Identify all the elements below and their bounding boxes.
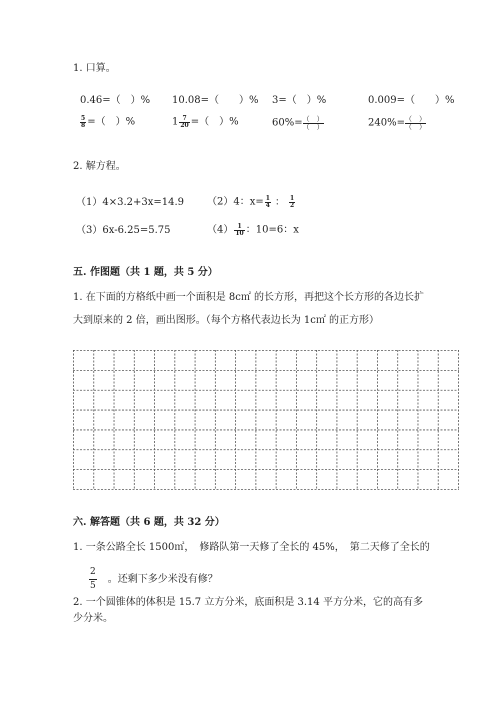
calc-item: 0.46=（ ）% [80,95,151,106]
calc-item: 3=（ ）% [272,95,327,106]
grid-paper[interactable] [73,350,459,490]
question-text: 2. 一个圆锥体的体积是 15.7 立方分米，底面积是 3.14 平方分米，它的高有多 [73,597,423,608]
calc-item: $\frac{5}{8}$ =（ ）% [81,115,136,129]
section6-heading: 六. 解答题（共 6 题，共 32 分） [73,517,225,528]
section1-title: 1. 口算。 [73,63,116,74]
section2-title: 2. 解方程。 [73,161,126,172]
question-text: 1. 在下面的方格纸中画一个面积是 8c㎡ 的长方形，再把这个长方形的各边长扩 [73,292,425,303]
fraction: $\frac{( )}{( )}$ [404,115,426,131]
calc-item: 0.009=（ ）% [368,95,455,106]
fraction: $\frac{2}{5}$ [90,567,96,591]
equation: （3）6x-6.25=5.75 [76,225,171,236]
fraction: $\frac{( )}{( )}$ [302,115,324,131]
calc-item: 10.08=（ ）% [172,95,259,106]
fraction: $\frac{1}{10}$ [235,223,244,237]
fraction: $\frac{5}{8}$ [81,115,86,129]
calc-item: 1 $\frac{7}{20}$ =（ ）% [172,115,239,129]
fraction: $\frac{7}{20}$ [180,115,189,129]
question-text: 大到原来的 2 倍，画出图形。（每个方格代表边长为 1c㎡ 的正方形） [73,315,380,326]
question-text: 少分米。 [73,613,113,624]
question-text: $\frac{2}{5}$ 。还剩下多少米没有修？ [90,567,218,591]
equation: （2）4：x= $\frac{1}{4}$ ： $\frac{1}{2}$ [207,195,295,209]
fraction: $\frac{1}{4}$ [265,195,270,209]
equation: （1）4×3.2+3x=14.9 [76,197,185,208]
fraction: $\frac{1}{2}$ [289,195,295,209]
question-text: 1. 一条公路全长 1500㎡， 修路队第一天修了全长的 45%， 第二天修了全长的 [73,542,430,553]
calc-item: $60\%=\frac{( )}{( )}$ [272,115,324,131]
equation: （4） $\frac{1}{10}$ ：10=6：x [207,223,299,237]
section5-heading: 五. 作图题（共 1 题，共 5 分） [73,267,218,278]
calc-item: $240\%=\frac{( )}{( )}$ [368,115,426,131]
grid-svg [73,350,459,490]
